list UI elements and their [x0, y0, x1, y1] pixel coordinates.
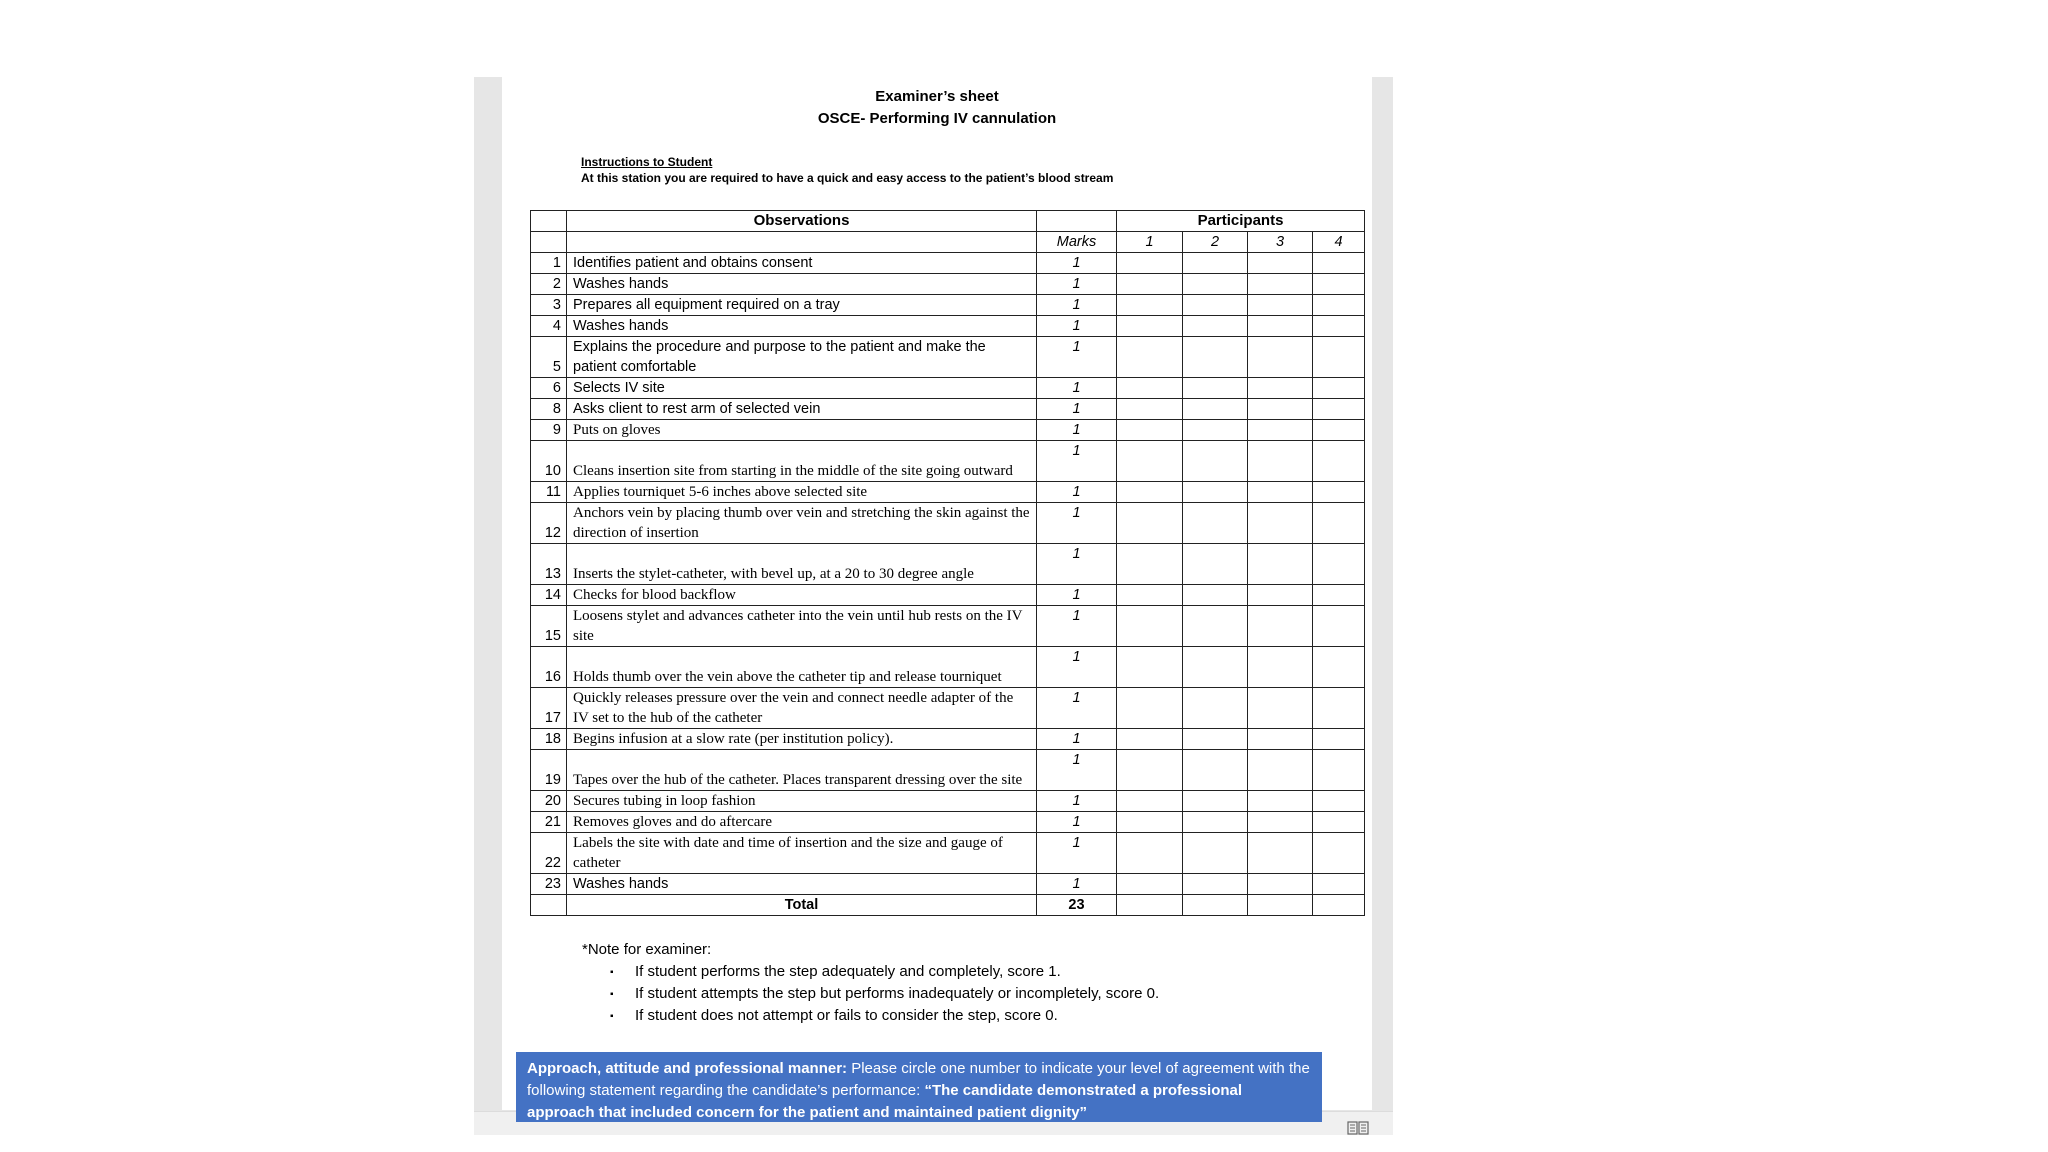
- document-subtitle: OSCE- Performing IV cannulation: [817, 110, 1057, 127]
- participant-score-cell[interactable]: [1183, 688, 1248, 729]
- step-number: 11: [531, 482, 567, 503]
- participant-score-cell[interactable]: [1313, 606, 1365, 647]
- participant-score-cell[interactable]: [1117, 833, 1183, 874]
- step-number: 13: [531, 544, 567, 585]
- table-row: [531, 791, 1365, 812]
- header-blank-cell: [1037, 211, 1117, 232]
- step-number: 21: [531, 812, 567, 833]
- step-number: 5: [531, 337, 567, 378]
- participant-score-cell[interactable]: [1248, 420, 1313, 441]
- participant-score-cell[interactable]: [1183, 503, 1248, 544]
- step-number: 12: [531, 503, 567, 544]
- participant-score-cell[interactable]: [1117, 316, 1183, 337]
- note-item: If student does not attempt or fails to consider the step, score 0.: [635, 1007, 1058, 1024]
- step-number: 9: [531, 420, 567, 441]
- participant-score-cell[interactable]: [1313, 791, 1365, 812]
- participant-score-cell[interactable]: [1248, 750, 1313, 791]
- participant-score-cell[interactable]: [1117, 606, 1183, 647]
- participant-score-cell[interactable]: [1183, 750, 1248, 791]
- step-number: 17: [531, 688, 567, 729]
- participant-score-cell[interactable]: [1248, 729, 1313, 750]
- participant-score-cell[interactable]: [1248, 295, 1313, 316]
- total-blank-cell: [531, 895, 567, 916]
- table-row: [531, 420, 1365, 441]
- participant-score-cell[interactable]: [1313, 295, 1365, 316]
- step-mark: 1: [1037, 729, 1117, 750]
- participant-score-cell[interactable]: [1313, 750, 1365, 791]
- table-row: [531, 585, 1365, 606]
- step-mark: 1: [1037, 544, 1117, 585]
- participant-score-cell[interactable]: [1248, 874, 1313, 895]
- total-label: Total: [567, 895, 1037, 916]
- step-mark: 1: [1037, 295, 1117, 316]
- participant-score-cell[interactable]: [1117, 812, 1183, 833]
- step-description: Tapes over the hub of the catheter. Places transparent dressing over the site: [567, 750, 1037, 791]
- participant-score-cell[interactable]: [1313, 812, 1365, 833]
- table-row: [531, 647, 1365, 688]
- table-row: [531, 812, 1365, 833]
- step-number: 20: [531, 791, 567, 812]
- step-description: Asks client to rest arm of selected vein: [567, 399, 1037, 420]
- step-description: Inserts the stylet-catheter, with bevel up, at a 20 to 30 degree angle: [567, 544, 1037, 585]
- participant-score-cell[interactable]: [1183, 791, 1248, 812]
- step-mark: 1: [1037, 833, 1117, 874]
- table-row: [531, 482, 1365, 503]
- step-number: 10: [531, 441, 567, 482]
- instructions-text: At this station you are required to have a quick and easy access to the patient’s blood stream: [581, 171, 1114, 185]
- participant-score-cell[interactable]: [1248, 585, 1313, 606]
- participant-score-cell[interactable]: [1183, 544, 1248, 585]
- step-mark: 1: [1037, 585, 1117, 606]
- table-row: [531, 316, 1365, 337]
- step-number: 6: [531, 378, 567, 399]
- step-description: Secures tubing in loop fashion: [567, 791, 1037, 812]
- step-mark: 1: [1037, 420, 1117, 441]
- step-number: 8: [531, 399, 567, 420]
- participant-score-cell[interactable]: [1313, 399, 1365, 420]
- table-row: [531, 544, 1365, 585]
- participants-header: Participants: [1117, 211, 1365, 232]
- step-description: Checks for blood backflow: [567, 585, 1037, 606]
- step-mark: 1: [1037, 812, 1117, 833]
- bullet-icon: ▪: [610, 989, 614, 1000]
- step-description: Selects IV site: [567, 378, 1037, 399]
- step-description: Identifies patient and obtains consent: [567, 253, 1037, 274]
- table-row: [531, 729, 1365, 750]
- note-heading: *Note for examiner:: [582, 941, 712, 958]
- participant-score-cell[interactable]: [1117, 791, 1183, 812]
- participant-score-cell[interactable]: [1183, 253, 1248, 274]
- participant-score-cell[interactable]: [1248, 399, 1313, 420]
- participant-score-cell[interactable]: [1248, 812, 1313, 833]
- participant-score-cell[interactable]: [1248, 253, 1313, 274]
- participant-score-cell[interactable]: [1117, 420, 1183, 441]
- step-mark: 1: [1037, 316, 1117, 337]
- step-mark: 1: [1037, 874, 1117, 895]
- participant-score-cell[interactable]: [1183, 585, 1248, 606]
- step-description: Applies tourniquet 5-6 inches above selected site: [567, 482, 1037, 503]
- participant-score-cell[interactable]: [1117, 874, 1183, 895]
- participant-score-cell[interactable]: [1313, 874, 1365, 895]
- participant-score-cell[interactable]: [1313, 833, 1365, 874]
- participant-score-cell[interactable]: [1248, 647, 1313, 688]
- step-mark: 1: [1037, 378, 1117, 399]
- note-item: If student performs the step adequately and completely, score 1.: [635, 963, 1061, 980]
- observations-table: [530, 210, 1365, 916]
- observations-header: Observations: [567, 211, 1037, 232]
- table-row: [531, 274, 1365, 295]
- participant-score-cell[interactable]: [1183, 482, 1248, 503]
- total-value: 23: [1037, 895, 1117, 916]
- bullet-icon: ▪: [610, 1011, 614, 1022]
- step-description: Loosens stylet and advances catheter into the vein until hub rests on the IV site: [567, 606, 1037, 647]
- participant-score-cell[interactable]: [1117, 337, 1183, 378]
- marks-header: Marks: [1037, 232, 1117, 253]
- participant-total-cell[interactable]: [1313, 895, 1365, 916]
- table-row: [531, 295, 1365, 316]
- step-description: Washes hands: [567, 316, 1037, 337]
- table-row: [531, 399, 1365, 420]
- participant-score-cell[interactable]: [1117, 441, 1183, 482]
- document-page: [502, 77, 1372, 1121]
- step-description: Washes hands: [567, 874, 1037, 895]
- participant-score-cell[interactable]: [1183, 378, 1248, 399]
- participant-2-header: 2: [1183, 232, 1248, 253]
- participant-score-cell[interactable]: [1117, 585, 1183, 606]
- participant-score-cell[interactable]: [1248, 503, 1313, 544]
- step-mark: 1: [1037, 606, 1117, 647]
- participant-score-cell[interactable]: [1183, 647, 1248, 688]
- subheader-blank-cell: [531, 232, 567, 253]
- participant-score-cell[interactable]: [1183, 316, 1248, 337]
- participant-score-cell[interactable]: [1117, 253, 1183, 274]
- step-description: Cleans insertion site from starting in the middle of the site going outward: [567, 441, 1037, 482]
- total-row: [531, 895, 1365, 916]
- participant-total-cell[interactable]: [1248, 895, 1313, 916]
- step-number: 15: [531, 606, 567, 647]
- step-description: Prepares all equipment required on a tray: [567, 295, 1037, 316]
- participant-total-cell[interactable]: [1117, 895, 1183, 916]
- participant-score-cell[interactable]: [1313, 274, 1365, 295]
- participant-score-cell[interactable]: [1313, 729, 1365, 750]
- participant-score-cell[interactable]: [1248, 791, 1313, 812]
- participant-4-header: 4: [1313, 232, 1365, 253]
- participant-score-cell[interactable]: [1183, 337, 1248, 378]
- participant-score-cell[interactable]: [1313, 441, 1365, 482]
- participant-score-cell[interactable]: [1117, 482, 1183, 503]
- step-number: 22: [531, 833, 567, 874]
- participant-score-cell[interactable]: [1313, 253, 1365, 274]
- step-mark: 1: [1037, 274, 1117, 295]
- step-mark: 1: [1037, 441, 1117, 482]
- participant-score-cell[interactable]: [1248, 378, 1313, 399]
- table-row: [531, 337, 1365, 378]
- participant-score-cell[interactable]: [1183, 606, 1248, 647]
- participant-score-cell[interactable]: [1248, 274, 1313, 295]
- instructions-heading: Instructions to Student: [581, 155, 713, 169]
- participant-score-cell[interactable]: [1248, 688, 1313, 729]
- participant-score-cell[interactable]: [1117, 688, 1183, 729]
- participant-score-cell[interactable]: [1313, 647, 1365, 688]
- approach-lead: Approach, attitude and professional manner:: [527, 1060, 848, 1077]
- participant-score-cell[interactable]: [1248, 316, 1313, 337]
- step-number: 3: [531, 295, 567, 316]
- participant-score-cell[interactable]: [1183, 729, 1248, 750]
- subheader-blank-cell: [567, 232, 1037, 253]
- step-mark: 1: [1037, 482, 1117, 503]
- participant-score-cell[interactable]: [1248, 544, 1313, 585]
- participant-score-cell[interactable]: [1183, 812, 1248, 833]
- participant-score-cell[interactable]: [1313, 585, 1365, 606]
- step-description: Explains the procedure and purpose to the patient and make the patient comfortable: [567, 337, 1037, 378]
- participant-total-cell[interactable]: [1183, 895, 1248, 916]
- step-description: Holds thumb over the vein above the catheter tip and release tourniquet: [567, 647, 1037, 688]
- table-row: [531, 606, 1365, 647]
- participant-score-cell[interactable]: [1183, 874, 1248, 895]
- table-row: [531, 253, 1365, 274]
- participant-score-cell[interactable]: [1313, 503, 1365, 544]
- step-mark: 1: [1037, 688, 1117, 729]
- participant-score-cell[interactable]: [1313, 378, 1365, 399]
- approach-box: [516, 1052, 1322, 1122]
- step-number: 19: [531, 750, 567, 791]
- table-row: [531, 874, 1365, 895]
- participant-score-cell[interactable]: [1248, 337, 1313, 378]
- participant-score-cell[interactable]: [1313, 420, 1365, 441]
- approach-quote: “The candidate demonstrated a professional approach that included concern for the patient and maintained patient dignity”: [527, 1082, 1243, 1121]
- step-mark: 1: [1037, 647, 1117, 688]
- participant-score-cell[interactable]: [1117, 378, 1183, 399]
- participant-score-cell[interactable]: [1117, 647, 1183, 688]
- header-blank-cell: [531, 211, 567, 232]
- table-row: [531, 833, 1365, 874]
- participant-score-cell[interactable]: [1183, 441, 1248, 482]
- table-row: [531, 503, 1365, 544]
- participant-score-cell[interactable]: [1117, 295, 1183, 316]
- participant-score-cell[interactable]: [1313, 337, 1365, 378]
- participant-3-header: 3: [1248, 232, 1313, 253]
- participant-score-cell[interactable]: [1248, 482, 1313, 503]
- participant-score-cell[interactable]: [1183, 833, 1248, 874]
- step-number: 16: [531, 647, 567, 688]
- step-description: Puts on gloves: [567, 420, 1037, 441]
- step-mark: 1: [1037, 399, 1117, 420]
- table-row: [531, 378, 1365, 399]
- step-number: 4: [531, 316, 567, 337]
- participant-score-cell[interactable]: [1117, 544, 1183, 585]
- step-number: 1: [531, 253, 567, 274]
- table-row: [531, 750, 1365, 791]
- participant-score-cell[interactable]: [1248, 441, 1313, 482]
- participant-score-cell[interactable]: [1313, 482, 1365, 503]
- participant-score-cell[interactable]: [1183, 399, 1248, 420]
- step-description: Begins infusion at a slow rate (per institution policy).: [567, 729, 1037, 750]
- book-open-icon[interactable]: [1347, 1121, 1369, 1135]
- participant-score-cell[interactable]: [1248, 606, 1313, 647]
- step-mark: 1: [1037, 750, 1117, 791]
- document-title: Examiner’s sheet: [875, 88, 999, 105]
- table-row: [531, 688, 1365, 729]
- participant-score-cell[interactable]: [1117, 274, 1183, 295]
- participant-score-cell[interactable]: [1313, 688, 1365, 729]
- step-description: Quickly releases pressure over the vein and connect needle adapter of the IV set to the hub of the catheter: [567, 688, 1037, 729]
- participant-score-cell[interactable]: [1117, 399, 1183, 420]
- participant-score-cell[interactable]: [1117, 729, 1183, 750]
- step-description: Labels the site with date and time of insertion and the size and gauge of catheter: [567, 833, 1037, 874]
- step-description: Removes gloves and do aftercare: [567, 812, 1037, 833]
- bullet-icon: ▪: [610, 967, 614, 978]
- step-number: 18: [531, 729, 567, 750]
- participant-score-cell[interactable]: [1117, 503, 1183, 544]
- step-mark: 1: [1037, 503, 1117, 544]
- participant-score-cell[interactable]: [1183, 274, 1248, 295]
- step-mark: 1: [1037, 253, 1117, 274]
- step-number: 2: [531, 274, 567, 295]
- approach-text: Please circle one number to indicate your level of agreement with the following statement regarding the candidate’s performance:: [527, 1060, 1310, 1099]
- participant-score-cell[interactable]: [1248, 833, 1313, 874]
- participant-score-cell[interactable]: [1313, 544, 1365, 585]
- step-mark: 1: [1037, 337, 1117, 378]
- table-row: [531, 441, 1365, 482]
- step-description: Anchors vein by placing thumb over vein and stretching the skin against the direction of insertion: [567, 503, 1037, 544]
- note-item: If student attempts the step but performs inadequately or incompletely, score 0.: [635, 985, 1160, 1002]
- step-number: 23: [531, 874, 567, 895]
- participant-score-cell[interactable]: [1183, 420, 1248, 441]
- step-mark: 1: [1037, 791, 1117, 812]
- step-number: 14: [531, 585, 567, 606]
- participant-1-header: 1: [1117, 232, 1183, 253]
- participant-score-cell[interactable]: [1183, 295, 1248, 316]
- participant-score-cell[interactable]: [1117, 750, 1183, 791]
- step-description: Washes hands: [567, 274, 1037, 295]
- participant-score-cell[interactable]: [1313, 316, 1365, 337]
